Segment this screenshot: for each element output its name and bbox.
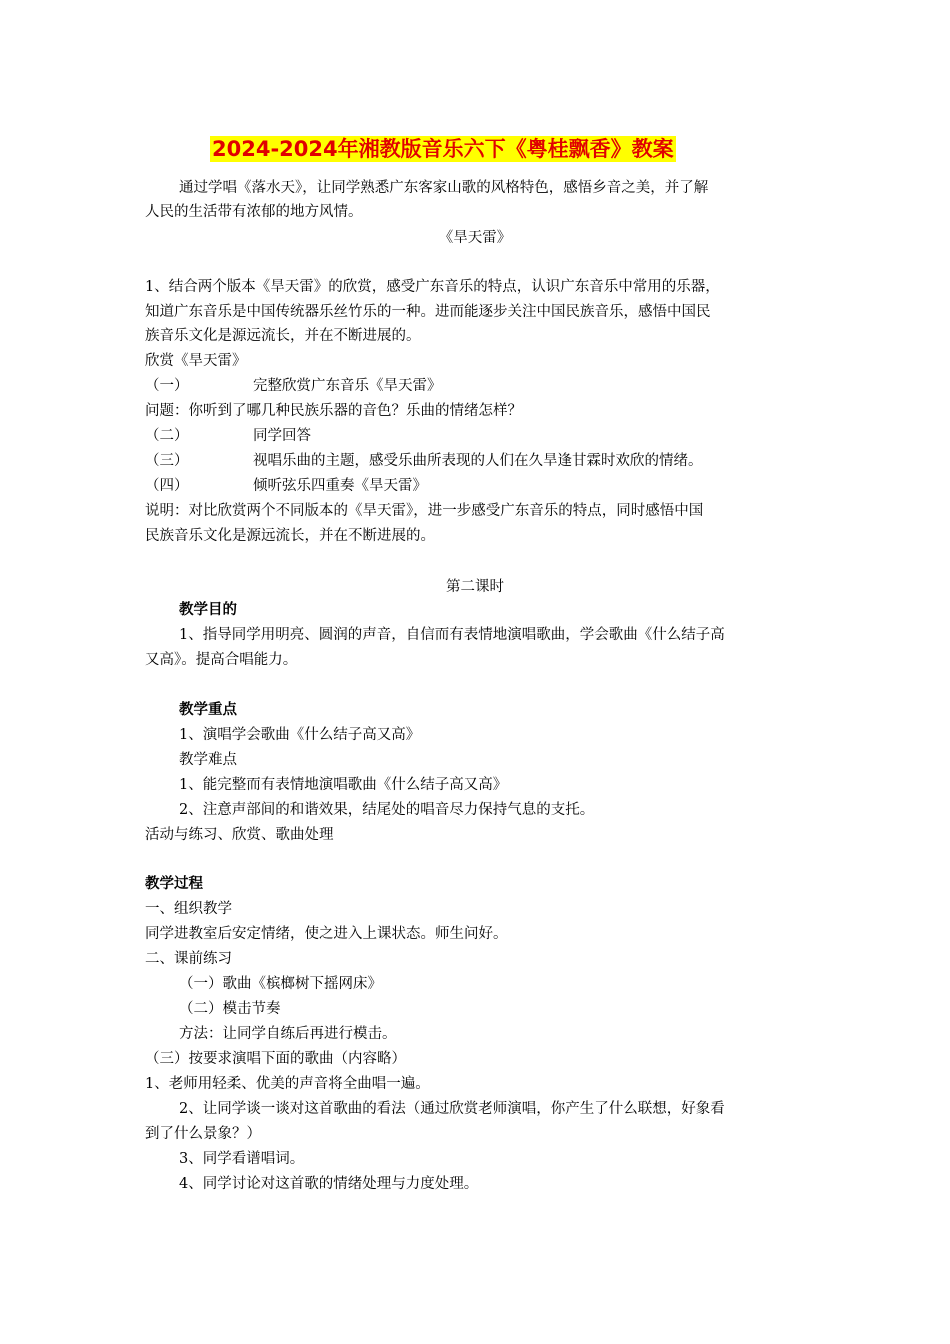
process-2b: （二）模击节奏 <box>179 1001 281 1017</box>
song-title: 《旱天雷》 <box>438 230 512 246</box>
step-text: 倾听弦乐四重奏《旱天雷》 <box>253 478 427 494</box>
process-3d: 4、同学讨论对这首歌的情绪处理与力度处理。 <box>179 1176 479 1192</box>
goal1-line-1: 1、结合两个版本《旱天雷》的欣赏，感受广东音乐的特点，认识广东音乐中常用的乐器， <box>145 279 720 295</box>
activity-line: 活动与练习、欣赏、歌曲处理 <box>145 827 334 843</box>
aim-heading: 教学目的 <box>179 602 237 618</box>
difficulty-heading: 教学难点 <box>179 752 237 768</box>
question-label: 问题： <box>145 403 189 419</box>
step-text: 完整欣赏广东音乐《旱天雷》 <box>253 378 442 394</box>
intro-line-2: 人民的生活带有浓郁的地方风情。 <box>145 204 363 220</box>
aim-line-2: 又高》。提高合唱能力。 <box>145 652 298 668</box>
step-4 <box>145 476 427 496</box>
step-label: （四） <box>145 478 189 494</box>
difficulty-line-2: 2、注意声部间的和谐效果，结尾处的唱音尽力保持气息的支托。 <box>179 802 595 818</box>
process-2: 二、课前练习 <box>145 951 232 967</box>
process-3c: 3、同学看谱唱词。 <box>179 1151 305 1167</box>
step-2 <box>145 426 311 446</box>
note-line-2: 民族音乐文化是源远流长，并在不断进展的。 <box>145 528 435 544</box>
appreciate-heading: 欣赏《旱天雷》 <box>145 353 247 369</box>
process-1: 一、组织教学 <box>145 901 232 917</box>
step-text: 视唱乐曲的主题，感受乐曲所表现的人们在久旱逢甘霖时欢欣的情绪。 <box>253 453 703 469</box>
process-3a: 1、老师用轻柔、优美的声音将全曲唱一遍。 <box>145 1076 430 1092</box>
question <box>145 401 522 421</box>
goal1-line-2: 知道广东音乐是中国传统器乐丝竹乐的一种。进而能逐步关注中国民族音乐，感悟中国民 <box>145 304 711 320</box>
process-2a: （一）歌曲《槟榔树下摇网床》 <box>179 976 382 992</box>
process-1a: 同学进教室后安定情绪，使之进入上课状态。师生问好。 <box>145 926 508 942</box>
difficulty-line-1: 1、能完整而有表情地演唱歌曲《什么结子高又高》 <box>179 777 508 793</box>
step-label: （三） <box>145 453 189 469</box>
step-3 <box>145 451 703 471</box>
key-line: 1、演唱学会歌曲《什么结子高又高》 <box>179 727 421 743</box>
process-3b-line-1: 2、让同学谈一谈对这首歌曲的看法（通过欣赏老师演唱，你产生了什么联想，好象看 <box>179 1101 725 1117</box>
intro-line-1: 通过学唱《落水天》，让同学熟悉广东客家山歌的风格特色，感悟乡音之美，并了解 <box>179 180 709 196</box>
process-3b-line-2: 到了什么景象？） <box>145 1126 261 1142</box>
goal1-line-3: 族音乐文化是源远流长，并在不断进展的。 <box>145 328 421 344</box>
document-title: 2024-2024年湘教版音乐六下《粤桂飘香》教案 <box>212 137 674 161</box>
key-heading: 教学重点 <box>179 702 237 718</box>
process-heading: 教学过程 <box>145 876 203 892</box>
step-1 <box>145 376 442 396</box>
process-2c: 方法：让同学自练后再进行模击。 <box>179 1026 397 1042</box>
step-label: （一） <box>145 378 189 394</box>
step-text: 同学回答 <box>253 428 311 444</box>
lesson2-heading: 第二课时 <box>446 579 504 595</box>
aim-line-1: 1、指导同学用明亮、圆润的声音，自信而有表情地演唱歌曲，学会歌曲《什么结子高 <box>179 627 725 643</box>
note-line-1: 说明：对比欣赏两个不同版本的《旱天雷》，进一步感受广东音乐的特点，同时感悟中国 <box>145 503 704 519</box>
process-3: （三）按要求演唱下面的歌曲（内容略） <box>145 1051 406 1067</box>
step-label: （二） <box>145 428 189 444</box>
question-text: 你听到了哪几种民族乐器的音色？乐曲的情绪怎样？ <box>188 403 522 419</box>
